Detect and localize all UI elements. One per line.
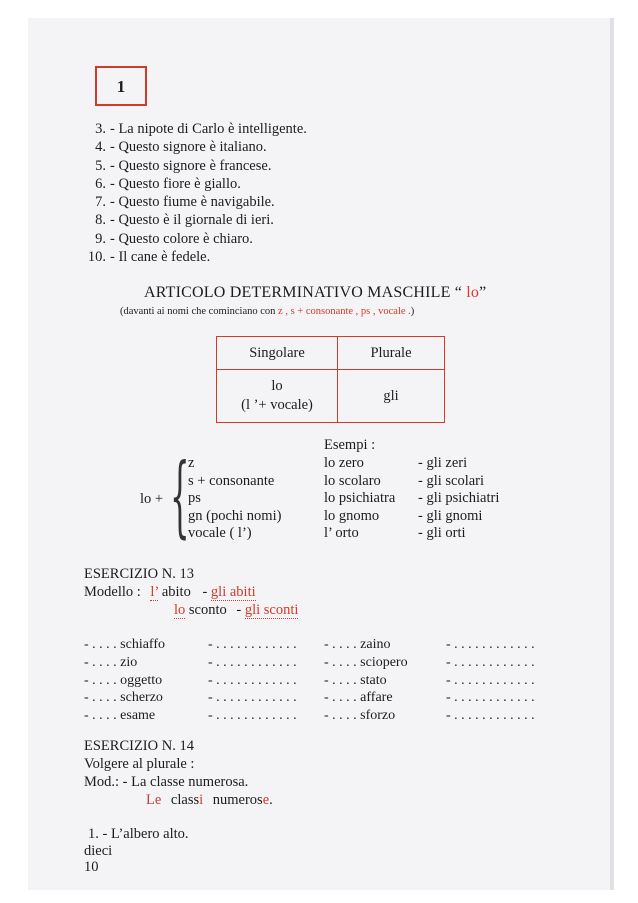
item-number: 9.	[95, 230, 106, 247]
section-subtitle	[120, 306, 414, 317]
answer-blank[interactable]: - . . . . . . . . . . . .	[446, 690, 535, 706]
lesson-number-box	[95, 66, 147, 106]
exercise-item: - . . . . sciopero	[324, 654, 408, 670]
exercise-13-right-items	[324, 636, 408, 725]
table-header: Plurale	[338, 337, 445, 370]
exercise-item: - . . . . zio	[84, 654, 138, 670]
exercise-14-block	[84, 738, 248, 791]
exercise-14-model: Mod.: - La classe numerosa.	[84, 773, 249, 790]
item-number: 10.	[87, 249, 106, 266]
exercise-item: - . . . . oggetto	[84, 672, 163, 688]
page-edge	[610, 18, 614, 890]
exercise-13-right-blanks	[446, 636, 535, 725]
example-plural: - gli zeri	[418, 455, 468, 471]
list-item	[84, 248, 307, 266]
lesson-number: 1	[116, 77, 126, 96]
model-plural: gli sconti	[244, 602, 299, 618]
model-article: l’	[150, 584, 159, 600]
item-number: 3.	[95, 121, 106, 137]
plural-column	[418, 455, 499, 543]
example-singular: l’ orto	[324, 525, 359, 541]
answer-noun-ending: i	[199, 792, 204, 808]
page-number: 10	[84, 859, 99, 875]
example-singular: lo scolaro	[324, 472, 381, 489]
answer-blank[interactable]: - . . . . . . . . . . . .	[446, 637, 535, 652]
answer-blank[interactable]: - . . . . . . . . . . . .	[446, 672, 535, 688]
model-article: lo	[174, 602, 186, 618]
model-line-1	[84, 584, 256, 601]
rule-item: gn (pochi nomi)	[188, 507, 282, 524]
model-label: Modello :	[84, 584, 141, 600]
exercise-13-title: ESERCIZIO N. 13	[84, 566, 194, 582]
exercise-item: - . . . . esame	[84, 708, 156, 724]
table-cell-plural: gli	[338, 370, 445, 423]
list-item	[84, 230, 307, 248]
model-line-2	[174, 602, 298, 619]
model-word: sconto	[188, 602, 227, 618]
example-singular: lo psichiatra	[324, 490, 396, 506]
page-footer	[84, 843, 112, 875]
article-table	[216, 336, 445, 423]
answer-period: .	[269, 792, 273, 808]
section-title	[144, 284, 486, 302]
list-item	[84, 157, 307, 175]
exercise-14-item: 1. - L’albero alto.	[88, 826, 189, 842]
item-text: - Questo signore è italiano.	[110, 139, 267, 156]
answer-blank[interactable]: - . . . . . . . . . . . .	[208, 690, 297, 706]
exercise-13-left-blanks	[208, 636, 297, 725]
examples-label: Esempi :	[324, 437, 376, 453]
item-number: 6.	[95, 175, 106, 192]
table-header: Singolare	[217, 337, 338, 370]
title-suffix: ”	[479, 284, 487, 301]
example-plural: - gli psichiatri	[418, 490, 500, 506]
item-text: - La nipote di Carlo è intelligente.	[110, 121, 307, 137]
list-item	[84, 175, 307, 193]
item-text: - Questo colore è chiaro.	[110, 230, 253, 247]
item-number: 7.	[95, 194, 106, 211]
answer-article: Le	[146, 792, 162, 808]
subtitle-items: z , s + consonante , ps , vocale .	[278, 306, 411, 317]
item-text: - Questo fiore è giallo.	[110, 175, 241, 192]
exercise-item: - . . . . sforzo	[324, 708, 396, 724]
answer-blank[interactable]: - . . . . . . . . . . . .	[446, 708, 535, 724]
cell-line: (l ’+ vocale)	[241, 397, 313, 413]
list-item	[84, 120, 307, 138]
example-singular: lo gnomo	[324, 507, 380, 524]
item-text: - Il cane è fedele.	[110, 249, 211, 266]
examples-lead: lo +	[140, 491, 164, 507]
answer-blank[interactable]: - . . . . . . . . . . . .	[208, 654, 297, 670]
item-text: - Questo signore è francese.	[110, 157, 272, 174]
subtitle-suffix: )	[410, 306, 415, 317]
model-dash: -	[202, 584, 208, 600]
rule-item: vocale ( l’)	[188, 525, 252, 541]
example-plural: - gli gnomi	[418, 507, 483, 524]
exercise-item: - . . . . schiaffo	[84, 637, 165, 652]
title-keyword: lo	[466, 284, 480, 301]
exercise-14-instruction: Volgere al plurale :	[84, 755, 195, 772]
title-prefix: ARTICOLO DETERMINATIVO MASCHILE “	[144, 284, 467, 301]
page-number-word: dieci	[84, 843, 113, 859]
rule-item: z	[188, 455, 195, 471]
answer-blank[interactable]: - . . . . . . . . . . . .	[446, 654, 535, 670]
model-plural: gli abiti	[210, 584, 256, 600]
exercise-item: - . . . . scherzo	[84, 690, 163, 706]
exercise-item: - . . . . stato	[324, 672, 387, 688]
rule-item: s + consonante	[188, 472, 275, 489]
brace-symbol: {	[170, 444, 190, 547]
exercise-13-left-items	[84, 636, 165, 725]
cell-line: lo	[271, 378, 283, 394]
list-item	[84, 211, 307, 229]
sentence-list	[84, 120, 307, 266]
exercise-14-title: ESERCIZIO N. 14	[84, 738, 194, 754]
item-text: - Questo fiume è navigabile.	[110, 194, 275, 211]
item-number: 5.	[95, 157, 106, 174]
rules-column	[188, 455, 281, 543]
exercise-14-answer	[146, 792, 273, 809]
answer-blank[interactable]: - . . . . . . . . . . . .	[208, 637, 297, 652]
model-word: abito	[161, 584, 191, 600]
list-item	[84, 138, 307, 156]
example-plural: - gli scolari	[418, 472, 485, 489]
model-dash: -	[236, 602, 242, 618]
exercise-item: - . . . . zaino	[324, 637, 391, 652]
answer-adjective-ending: e	[262, 792, 270, 808]
item-text: - Questo è il giornale di ieri.	[110, 212, 274, 229]
answer-blank[interactable]: - . . . . . . . . . . . .	[208, 708, 297, 724]
rule-item: ps	[188, 490, 201, 506]
example-singular: lo zero	[324, 455, 364, 471]
item-number: 4.	[95, 139, 106, 156]
answer-blank[interactable]: - . . . . . . . . . . . .	[208, 672, 297, 688]
answer-adjective: numeros	[212, 792, 263, 808]
table-cell-singular	[217, 370, 338, 423]
example-plural: - gli orti	[418, 525, 466, 541]
answer-noun: class	[170, 792, 200, 808]
list-item	[84, 193, 307, 211]
exercise-item: - . . . . affare	[324, 690, 393, 706]
singular-column	[324, 455, 395, 543]
item-number: 8.	[95, 212, 106, 229]
subtitle-prefix: (davanti ai nomi che cominciano con	[120, 306, 279, 317]
